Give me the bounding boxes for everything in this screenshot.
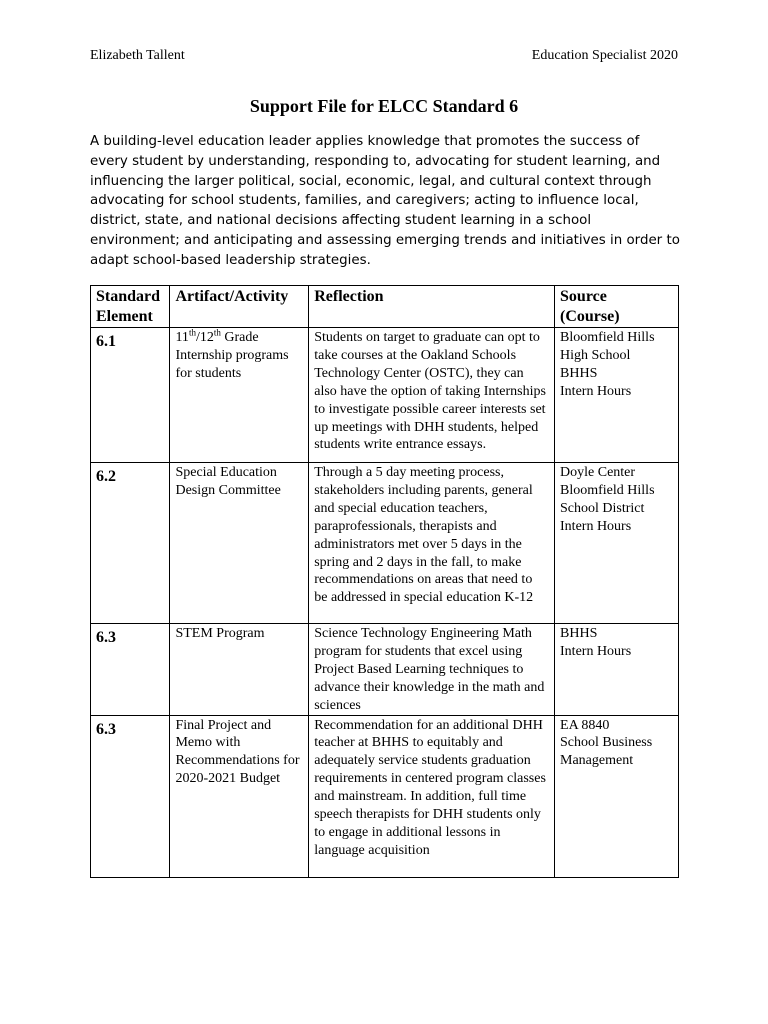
artifact-cell: Final Project and Memo with Recommendations for 2020-2021 Budget bbox=[170, 715, 309, 877]
table-row bbox=[91, 463, 679, 624]
standard-element-cell: 6.3 bbox=[91, 624, 170, 716]
page-title: Support File for ELCC Standard 6 bbox=[249, 96, 519, 116]
reflection-cell: Through a 5 day meeting process, stakeholders including parents, general and special education teachers, paraprofessionals, therapists and administrators met over 5 days in the spring and 2 days in the fall, to make recommendations on areas that need to be addressed in special education K-12 bbox=[309, 463, 555, 624]
standards-table bbox=[90, 285, 679, 878]
program-name: Education Specialist 2020 bbox=[531, 48, 678, 63]
reflection-cell: Science Technology Engineering Math program for students that excel using Project Based Learning techniques to advance their knowledge in the math and sciences bbox=[309, 624, 555, 716]
header-artifact: Artifact/Activity bbox=[170, 286, 309, 328]
table-row bbox=[91, 328, 679, 463]
table-row bbox=[91, 715, 679, 877]
intro-paragraph: A building-level education leader applies knowledge that promotes the success of every student by understanding, responding to, advocating for student learning, and influencing the larger political, social, economic, legal, and cultural context through advocating for school students, families, and caregivers; acting to influence local, district, state, and national decisions affecting student learning in a school environment; and anticipating and assessing emerging trends and initiatives in order to adapt school-based leadership strategies. bbox=[90, 134, 680, 268]
source-cell: Bloomfield Hills High School BHHS Intern Hours bbox=[555, 328, 679, 463]
artifact-cell: 11th/12th Grade Internship programs for students bbox=[170, 328, 309, 463]
source-cell: BHHS Intern Hours bbox=[555, 624, 679, 716]
header-source: Source (Course) bbox=[555, 286, 679, 328]
standard-element-cell: 6.2 bbox=[91, 463, 170, 624]
standard-element-cell: 6.1 bbox=[91, 328, 170, 463]
header-standard-element: Standard Element bbox=[91, 286, 170, 328]
reflection-cell: Recommendation for an additional DHH teacher at BHHS to equitably and adequately service students graduation requirements in centered program classes and mainstream. In addition, full time speech therapists for DHH students only to engage in additional lessons in language acquisition bbox=[309, 715, 555, 877]
reflection-cell: Students on target to graduate can opt to take courses at the Oakland Schools Technology Center (OSTC), they can also have the option of taking Internships to investigate possible career interests set up meetings with DHH students, helped students write entrance essays. bbox=[309, 328, 555, 463]
table-header-row bbox=[91, 286, 679, 328]
author-name: Elizabeth Tallent bbox=[90, 48, 185, 63]
artifact-cell: Special Education Design Committee bbox=[170, 463, 309, 624]
source-cell: Doyle Center Bloomfield Hills School District Intern Hours bbox=[555, 463, 679, 624]
table-row bbox=[91, 624, 679, 716]
page-header bbox=[90, 47, 678, 65]
artifact-cell: STEM Program bbox=[170, 624, 309, 716]
standard-element-cell: 6.3 bbox=[91, 715, 170, 877]
source-cell: EA 8840 School Business Management bbox=[555, 715, 679, 877]
header-reflection: Reflection bbox=[309, 286, 555, 328]
